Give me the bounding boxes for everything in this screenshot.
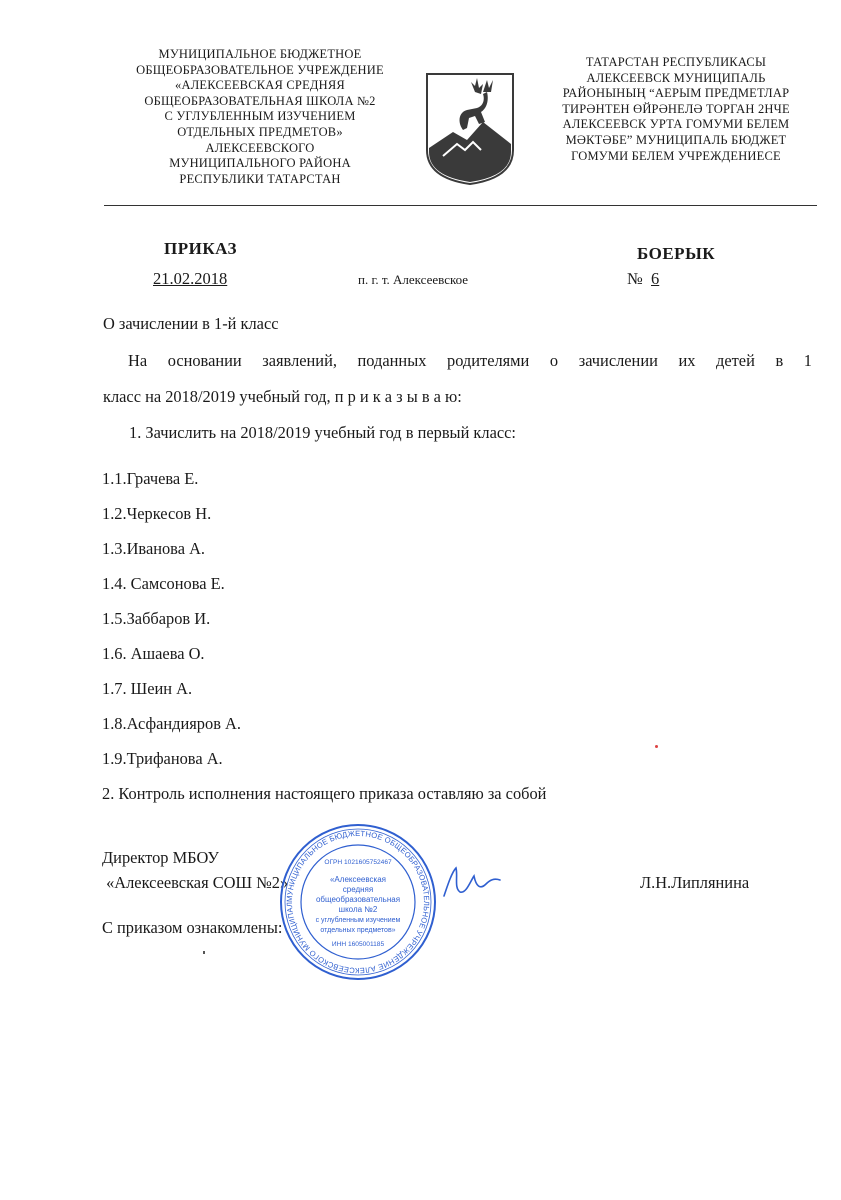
list-item: 1.4. Самсонова Е. <box>102 574 225 593</box>
order-date: 21.02.2018 <box>153 269 228 288</box>
header-line: ОБЩЕОБРАЗОВАТЕЛЬНАЯ ШКОЛА №2 <box>144 93 376 108</box>
list-item: 1.9.Трифанова А. <box>102 749 223 768</box>
coat-of-arms-icon <box>423 70 517 186</box>
speck <box>203 951 205 954</box>
list-item: 1.6. Ашаева О. <box>102 644 205 663</box>
list-item: 1.5.Заббаров И. <box>102 609 211 628</box>
header-divider <box>104 205 817 206</box>
header-line: С УГЛУБЛЕННЫМ ИЗУЧЕНИЕМ <box>164 109 356 124</box>
header-line: «АЛЕКСЕЕВСКАЯ СРЕДНЯЯ <box>175 78 345 93</box>
preamble-line-1: На основании заявлений, поданных родителями о зачислении их детей в 1 <box>128 351 812 370</box>
list-item: 1.1.Грачева Е. <box>102 469 199 488</box>
list-item: 1.8.Асфандияров А. <box>102 714 241 733</box>
order-number: 6 <box>651 269 660 288</box>
seal-inner-line: общеобразовательная <box>315 895 401 904</box>
signer-organization: «Алексеевская СОШ №2» <box>102 873 289 892</box>
order-number-line <box>627 268 659 290</box>
emblem-graphic <box>423 70 517 186</box>
header-line: ГОМУМИ БЕЛЕМ УЧРЕЖДЕНИЕСЕ <box>571 148 781 163</box>
seal-inner-line: «Алексеевская <box>329 875 387 884</box>
order-place: п. г. т. Алексеевское <box>358 272 469 287</box>
header-line: ТАТАРСТАН РЕСПУБЛИКАСЫ <box>585 55 767 69</box>
handwritten-signature <box>436 862 506 902</box>
header-line: МУНИЦИПАЛЬНОГО РАЙОНА <box>169 156 351 171</box>
preamble-line-2: класс на 2018/2019 учебный год, п р и к а з ы в а ю: <box>103 387 462 406</box>
header-line: АЛЕКСЕЕВСК УРТА ГОМУМИ БЕЛЕМ <box>562 117 790 132</box>
school-name-tt <box>528 55 824 164</box>
order-title-tt: БОЕРЫК <box>637 244 716 263</box>
header-line: ОТДЕЛЬНЫХ ПРЕДМЕТОВ» <box>177 124 343 139</box>
seal-inner-line: школа №2 <box>338 905 378 914</box>
order-item-2: 2. Контроль исполнения настоящего приказа оставляю за собой <box>102 784 547 803</box>
red-speck <box>655 745 658 748</box>
seal-ogrn: ОГРН 1021605752467 <box>324 859 392 866</box>
seal-inner-line: с углубленным изучением <box>315 917 401 924</box>
signature-scribble <box>436 862 506 902</box>
header-line: РЕСПУБЛИКИ ТАТАРСТАН <box>179 171 341 186</box>
seal-inn: ИНН 1605001185 <box>331 941 385 948</box>
seal-graphic <box>278 822 438 982</box>
seal-ring-text: МУНИЦИПАЛЬНОЕ БЮДЖЕТНОЕ ОБЩЕОБРАЗОВАТЕЛЬНОЕ УЧРЕЖДЕНИЕ АЛЕКСЕЕВСКОГО МУНИЦИПАЛ <box>284 828 432 976</box>
header-line: АЛЕКСЕЕВСКОГО <box>205 140 315 155</box>
order-title-ru: ПРИКАЗ <box>164 239 237 258</box>
header-line: АЛЕКСЕЕВСК МУНИЦИПАЛЬ <box>586 70 766 85</box>
header-line: МУНИЦИПАЛЬНОЕ БЮДЖЕТНОЕ <box>158 47 362 61</box>
signer-name: Л.Н.Липлянина <box>640 873 750 892</box>
number-sign: № <box>627 269 643 288</box>
acknowledgement-line: С приказом ознакомлены: <box>102 918 283 937</box>
header-line: РАЙОНЫНЫҢ “АЕРЫМ ПРЕДМЕТЛАР <box>562 86 790 101</box>
header-line: МӘКТӘБЕ” МУНИЦИПАЛЬ БЮДЖЕТ <box>565 132 787 147</box>
official-seal <box>278 822 438 982</box>
seal-inner-line: средняя <box>342 885 374 894</box>
list-item: 1.3.Иванова А. <box>102 539 206 558</box>
order-subject: О зачислении в 1-й класс <box>103 314 279 333</box>
order-item-1: 1. Зачислить на 2018/2019 учебный год в первый класс: <box>129 423 516 442</box>
header-line: ОБЩЕОБРАЗОВАТЕЛЬНОЕ УЧРЕЖДЕНИЕ <box>136 62 384 77</box>
signer-position: Директор МБОУ <box>102 848 219 867</box>
school-name-ru <box>100 47 420 187</box>
list-item: 1.2.Черкесов Н. <box>102 504 212 523</box>
header-line: ТИРӘНТЕН ӨЙРӘНЕЛӘ ТОРГАН 2НЧЕ <box>562 101 790 116</box>
seal-inner-line: отдельных предметов» <box>320 927 396 934</box>
list-item: 1.7. Шеин А. <box>102 679 193 698</box>
